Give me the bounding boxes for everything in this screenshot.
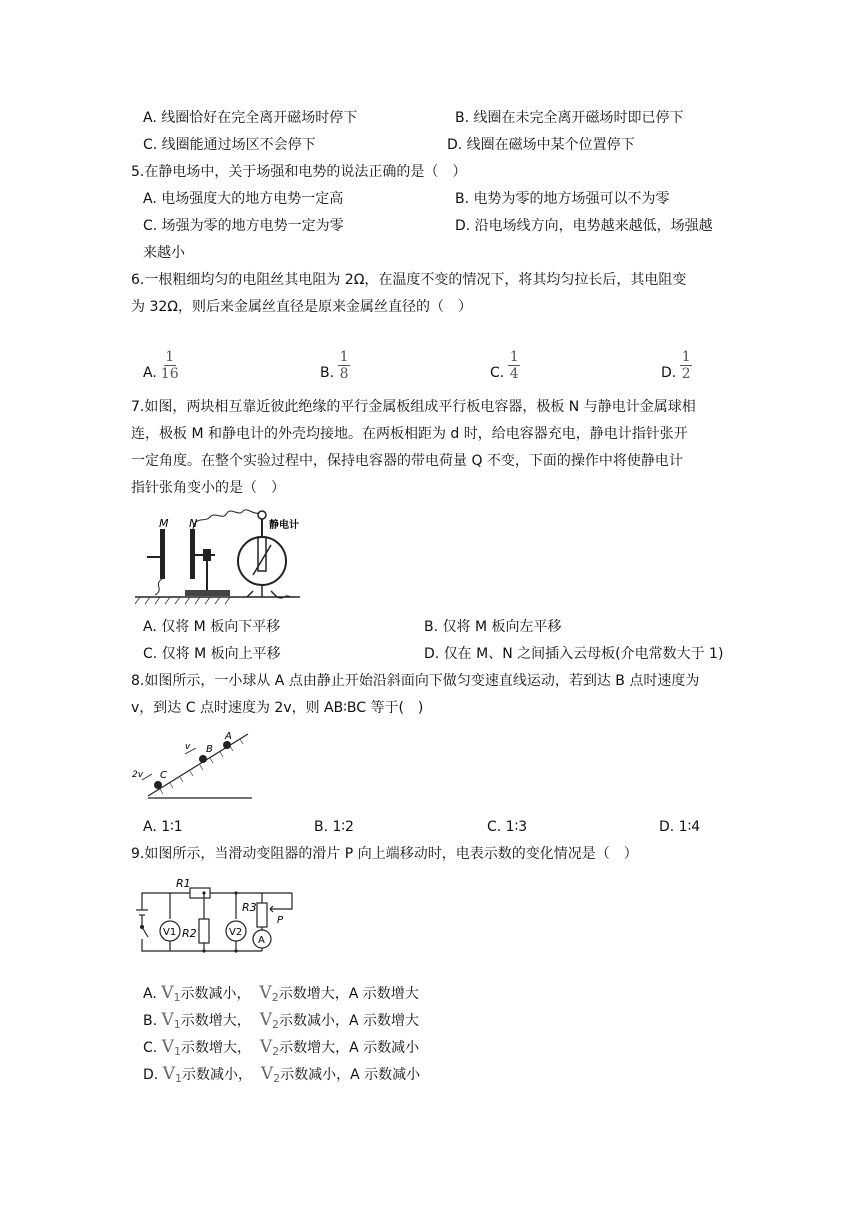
q5-stem: 5.在静电场中，关于场强和电势的说法正确的是（ ） bbox=[131, 164, 467, 180]
figure-label-ammeter: A bbox=[258, 935, 265, 946]
figure-label-v2: V2 bbox=[229, 927, 243, 938]
q6-stem-2: 为 32Ω，则后来金属丝直径是原来金属丝直径的（ ） bbox=[131, 299, 472, 315]
q9-option-b: B. $V_1$示数增大， $V_2$示数减小，A 示数增大 bbox=[143, 1010, 420, 1031]
q5-option-a: A. 电场强度大的地方电势一定高 bbox=[143, 191, 344, 207]
q9-option-c: C. $V_1$示数增大， $V_2$示数增大，A 示数减小 bbox=[143, 1037, 420, 1058]
q5-option-c: C. 场强为零的地方电势一定为零 bbox=[143, 218, 344, 234]
q8-option-a: A. 1∶1 bbox=[143, 819, 183, 835]
q4-option-a: A. 线圈恰好在完全离开磁场时停下 bbox=[143, 110, 358, 126]
figure-label-v1: V1 bbox=[163, 927, 177, 938]
figure-label-r1: R1 bbox=[176, 877, 191, 890]
q5-option-d-cont: 来越小 bbox=[143, 245, 185, 261]
figure-label-c: C bbox=[160, 770, 167, 781]
q8-option-c: C. 1∶3 bbox=[487, 819, 528, 835]
q4-option-b: B. 线圈在未完全离开磁场时即已停下 bbox=[455, 110, 684, 126]
q8-option-b: B. 1∶2 bbox=[314, 819, 354, 835]
q6-option-c: C. 1 4 bbox=[490, 349, 519, 382]
incline-figure bbox=[130, 728, 255, 803]
q4-option-c: C. 线圈能通过场区不会停下 bbox=[143, 137, 316, 153]
figure-label-p: P bbox=[277, 915, 284, 926]
q9-option-d: D. $V_1$示数减小， $V_2$示数减小，A 示数减小 bbox=[143, 1064, 421, 1085]
figure-label-r2: R2 bbox=[182, 927, 197, 940]
figure-label-v: v bbox=[185, 742, 191, 752]
q6-option-a: A. 1 16 bbox=[143, 349, 179, 382]
figure-label-a: A bbox=[225, 731, 232, 742]
q7-option-a: A. 仅将 M 板向下平移 bbox=[143, 619, 281, 635]
q7-option-c: C. 仅将 M 板向上平移 bbox=[143, 646, 281, 662]
q4-option-d: D. 线圈在磁场中某个位置停下 bbox=[447, 137, 635, 153]
q5-option-b: B. 电势为零的地方场强可以不为零 bbox=[455, 191, 670, 207]
q9-option-a: A. $V_1$示数减小， $V_2$示数增大，A 示数增大 bbox=[143, 983, 419, 1004]
q7-stem-1: 7.如图，两块相互靠近彼此绝缘的平行金属板组成平行板电容器，极板 N 与静电计金属球相 bbox=[131, 399, 696, 415]
q8-option-d: D. 1∶4 bbox=[659, 819, 701, 835]
figure-label-2v: 2v bbox=[132, 770, 144, 780]
q7-option-d: D. 仅在 M、N 之间插入云母板(介电常数大于 1) bbox=[424, 646, 724, 662]
q6-stem-1: 6.一根粗细均匀的电阻丝其电阻为 2Ω，在温度不变的情况下，将其均匀拉长后，其电阻变 bbox=[131, 272, 687, 288]
q7-option-b: B. 仅将 M 板向左平移 bbox=[424, 619, 562, 635]
q6-option-d: D. 1 2 bbox=[661, 349, 691, 382]
capacitor-electroscope-figure bbox=[135, 505, 305, 607]
q7-stem-2: 连，极板 M 和静电计的外壳均接地。在两板相距为 d 时，给电容器充电，静电计指针张开 bbox=[131, 426, 688, 442]
q9-stem: 9.如图所示，当滑动变阻器的滑片 P 向上端移动时，电表示数的变化情况是（ ） bbox=[131, 846, 638, 862]
figure-label-n: N bbox=[189, 517, 198, 530]
q7-stem-3: 一定角度。在整个实验过程中，保持电容器的带电荷量 Q 不变，下面的操作中将使静电计 bbox=[131, 453, 683, 469]
figure-label-m: M bbox=[159, 517, 169, 530]
figure-label-electroscope: 静电计 bbox=[269, 520, 299, 531]
q5-option-d: D. 沿电场线方向，电势越来越低，场强越 bbox=[455, 218, 713, 234]
q8-stem-2: v，到达 C 点时速度为 2v，则 AB∶BC 等于( ) bbox=[131, 700, 424, 716]
figure-label-r3: R3 bbox=[242, 901, 257, 914]
figure-label-b: B bbox=[206, 744, 213, 755]
q6-option-b: B. 1 8 bbox=[320, 349, 349, 382]
circuit-figure bbox=[132, 875, 302, 965]
q7-stem-4: 指针张角变小的是（ ） bbox=[131, 480, 285, 496]
q8-stem-1: 8.如图所示，一小球从 A 点由静止开始沿斜面向下做匀变速直线运动，若到达 B 点时速度为 bbox=[131, 673, 700, 689]
